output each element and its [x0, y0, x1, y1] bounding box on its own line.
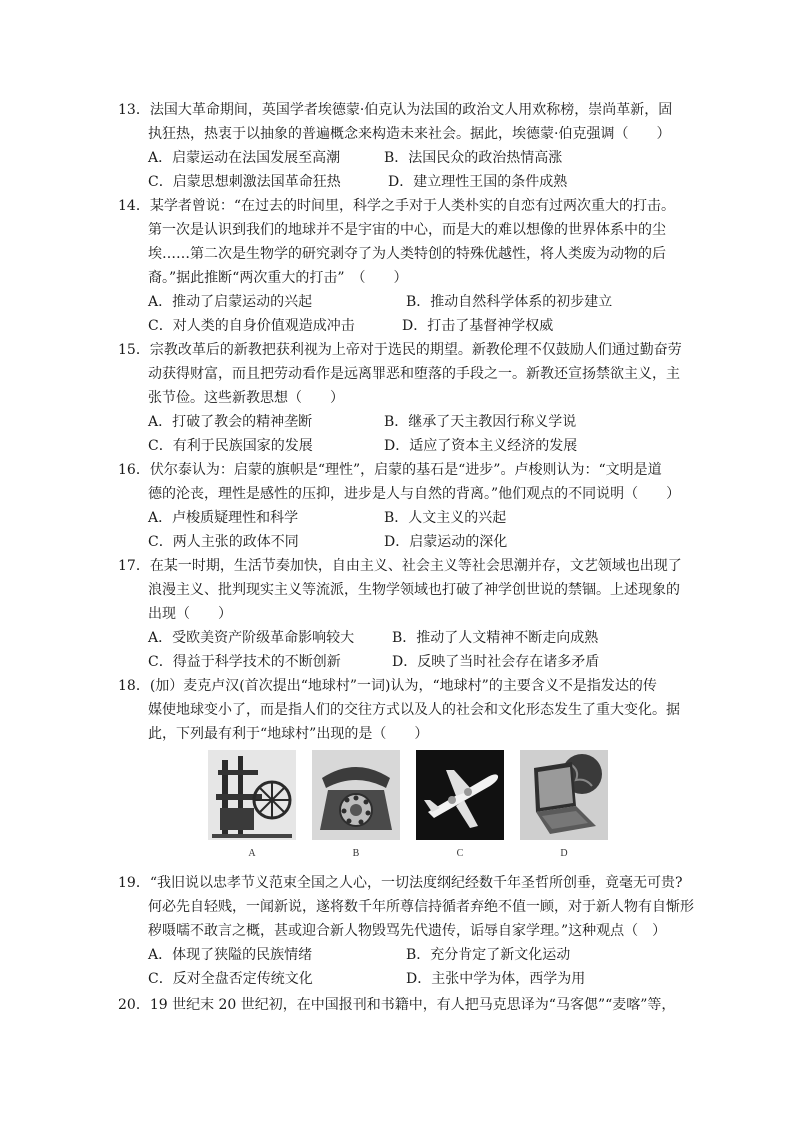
laptop-image	[520, 750, 608, 840]
q15-option-c: C．有利于民族国家的发展	[148, 438, 313, 454]
image-label-a: A	[248, 848, 256, 859]
q13-option-c: C．启蒙思想刺激法国革命狂热	[148, 174, 341, 190]
q17-line-1: 17．在某一时期，生活节奏加快，自由主义、社会主义等社会思潮并存，文艺领域也出现了	[118, 558, 682, 574]
q15-option-a: A．打破了教会的精神垄断	[148, 414, 313, 430]
q14-line-4: 裔。”据此推断“两次重大的打击” （ ）	[148, 270, 408, 286]
q17-option-c: C．得益于科学技术的不断创新	[148, 654, 341, 670]
q15-option-b: B．继承了天主教因行称义学说	[384, 414, 577, 430]
q18-line-3: 此，下列最有利于“地球村”出现的是（ ）	[148, 726, 429, 742]
q15-option-d: D．适应了资本主义经济的发展	[384, 438, 578, 454]
q18-line-2: 媒使地球变小了，而是指人们的交往方式以及人的社会和文化形态发生了重大变化。据	[148, 702, 680, 718]
q16-line-1: 16．伏尔泰认为：启蒙的旗帜是“理性”，启蒙的基石是“进步”。卢梭则认为：“文明是道	[118, 462, 662, 478]
q17-option-d: D．反映了当时社会存在诸多矛盾	[392, 654, 600, 670]
q14-line-1: 14．某学者曾说：“在过去的时间里，科学之手对于人类朴实的自恋有过两次重大的打击。	[118, 198, 675, 214]
q17-line-2: 浪漫主义、批判现实主义等流派，生物学领域也打破了神学创世说的禁锢。上述现象的	[148, 582, 680, 598]
q20-line-1: 20．19 世纪末 20 世纪初，在中国报刊和书籍中，有人把马克思译为“马客偲”“麦喀”等，	[118, 997, 676, 1013]
image-label-d: D	[560, 848, 568, 859]
telephone-image	[312, 750, 400, 840]
q14-line-2: 第一次是认识到我们的地球并不是宇宙的中心，而是大的难以想像的世界体系中的尘	[148, 222, 666, 238]
q16-option-a: A．卢梭质疑理性和科学	[148, 510, 299, 526]
q19-option-d: D．主张中学为体，西学为用	[406, 971, 586, 987]
q19-option-a: A．体现了狭隘的民族情绪	[148, 947, 313, 963]
q13-option-a: A．启蒙运动在法国发展至高潮	[148, 150, 341, 166]
q19-option-c: C．反对全盘否定传统文化	[148, 971, 313, 987]
image-label-c: C	[456, 848, 464, 859]
q17-option-b: B．推动了人文精神不断走向成熟	[392, 630, 599, 646]
q17-option-a: A．受欧美资产阶级革命影响较大	[148, 630, 355, 646]
q15-line-1: 15．宗教改革后的新教把获利视为上帝对于选民的期望。新教伦理不仅鼓励人们通过勤奋劳	[118, 342, 682, 358]
q16-line-2: 德的沦丧，理性是感性的压抑，进步是人与自然的背离。”他们观点的不同说明（ ）	[148, 486, 681, 502]
q16-option-d: D．启蒙运动的深化	[384, 534, 508, 550]
q19-line-2: 何必先自轻贱，一闻新说，遂将数千年所尊信持循者弃绝不值一顾，对于新人物有自惭形	[148, 899, 694, 915]
q15-line-3: 张节俭。这些新教思想（ ）	[148, 390, 344, 406]
q16-option-c: C．两人主张的政体不同	[148, 534, 299, 550]
q13-line-1: 13．法国大革命期间，英国学者埃德蒙·伯克认为法国的政治文人用欢称榜，崇尚革新，固	[118, 102, 673, 118]
q16-option-b: B．人文主义的兴起	[384, 510, 507, 526]
q14-option-b: B．推动自然科学体系的初步建立	[406, 294, 613, 310]
q13-option-d: D．建立理性王国的条件成熟	[388, 174, 568, 190]
q13-option-b: B．法国民众的政治热情高涨	[384, 150, 563, 166]
q19-option-b: B．充分肯定了新文化运动	[406, 947, 571, 963]
airplane-image	[416, 750, 504, 840]
q17-line-3: 出现（ ）	[148, 606, 232, 622]
q14-option-a: A．推动了启蒙运动的兴起	[148, 294, 313, 310]
q19-line-3: 秽嗫嚅不敢言之概，甚或迎合新人物毁骂先代遗传，诟辱自家学理。”这种观点（ ）	[148, 923, 667, 939]
q19-line-1: 19．“我旧说以忠孝节义范束全国之人心，一切法度纲纪经数千年圣哲所创垂，竟毫无可贵?	[118, 875, 683, 891]
image-label-b: B	[352, 848, 360, 859]
q18-image-row	[208, 750, 608, 862]
loom-image	[208, 750, 296, 840]
q15-line-2: 动获得财富，而且把劳动看作是远离罪恶和堕落的手段之一。新教还宣扬禁欲主义，主	[148, 366, 680, 382]
q13-line-2: 执狂热，热衷于以抽象的普遍概念来构造未来社会。据此，埃德蒙·伯克强调（ ）	[148, 126, 671, 142]
q14-option-d: D．打击了基督神学权威	[402, 318, 554, 334]
q18-line-1: 18．(加）麦克卢汉(首次提出“地球村”一词)认为，“地球村”的主要含义不是指发达的传	[118, 678, 657, 694]
q14-line-3: 埃……第二次是生物学的研究剥夺了为人类特创的特殊优越性，将人类废为动物的后	[148, 246, 666, 262]
q14-option-c: C．对人类的自身价值观造成冲击	[148, 318, 355, 334]
